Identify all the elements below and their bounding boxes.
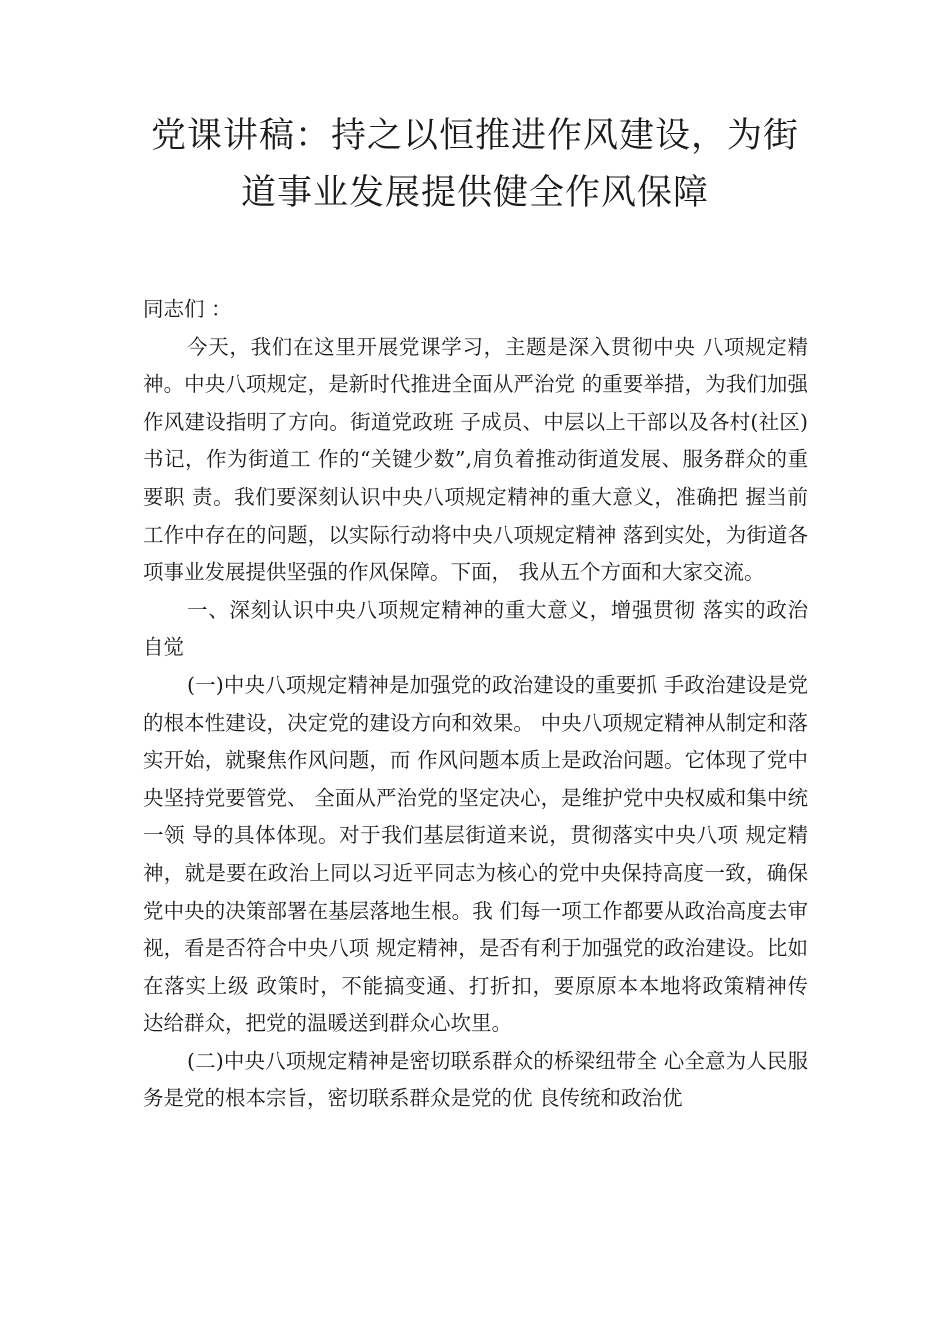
- title-line-2: 道事业发展提供健全作风保障: [240, 173, 709, 213]
- salutation: 同志们 ：: [143, 297, 232, 321]
- paragraph-subsection-1: (一)中央八项规定精神是加强党的政治建设的重要抓 手政治建设是党的根本性建设，决定党的建设方向和效果。 中央八项规定精神从制定和落实开始，就聚焦作风问题，而 作风问题本质上是政治问题。它体现了党中央坚持党要管党、 全面从严治党的坚定决心，是维护党中央权威和集中统一领 导的具体体现。对于我们基层街道来说，贯彻落实中央八项 规定精神，就是要在政治上同以习近平同志为核心的党中央保持高度一致，确保党中央的决策部署在基层落地生根。我 们每一项工作都要从政治高度去审视，看是否符合中央八项 规定精神，是否有利于加强党的政治建设。比如在落实上级 政策时，不能搞变通、打折扣，要原原本本地将政策精神传 达给群众，把党的温暖送到群众心坎里。: [143, 672, 808, 1036]
- title-line-1: 党课讲稿：持之以恒推进作风建设，为街: [150, 116, 799, 156]
- paragraph-intro: 今天，我们在这里开展党课学习，主题是深入贯彻中央 八项规定精神。中央八项规定，是新时代推进全面从严治党 的重要举措，为我们加强作风建设指明了方向。街道党政班 子成员、中层以上干部以及各村(社区)书记，作为街道工 作的“关键少数”,肩负着推动街道发展、服务群众的重要职 责。我们要深刻认识中央八项规定精神的重大意义，准确把 握当前工作中存在的问题，以实际行动将中央八项规定精神 落到实处，为街道各项事业发展提供坚强的作风保障。下面， 我从五个方面和大家交流。: [143, 334, 808, 585]
- document-title: [120, 108, 830, 222]
- document-body: [143, 291, 808, 1118]
- paragraph-subsection-2: (二)中央八项规定精神是密切联系群众的桥梁纽带全 心全意为人民服务是党的根本宗旨，密切联系群众是党的优 良传统和政治优: [143, 1048, 808, 1111]
- section-heading-1: 一、深刻认识中央八项规定精神的重大意义，增强贯彻 落实的政治自觉: [143, 597, 808, 660]
